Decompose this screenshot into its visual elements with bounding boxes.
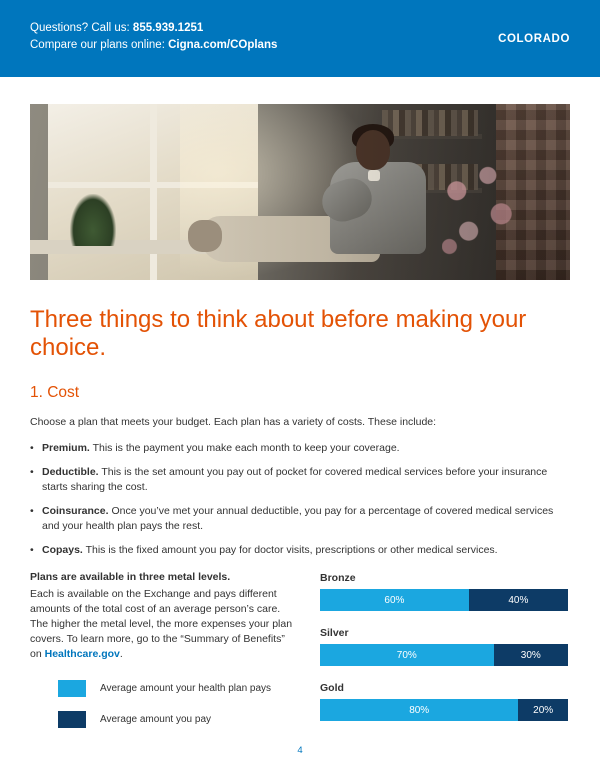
bar-bronze (320, 589, 568, 611)
legend-item-you-pay (30, 711, 298, 728)
list-item (30, 441, 570, 456)
legend-swatch-you-pay (58, 711, 86, 728)
header-contact (30, 20, 277, 54)
header-phone-number[interactable]: 855.939.1251 (132, 22, 204, 34)
bar-gold (320, 699, 568, 721)
bar-silver (320, 644, 568, 666)
bullet-body: Once you’ve met your annual deductible, you pay for a percentage of covered medical services and your health plan pays the rest. (42, 505, 554, 532)
metal-levels-body (30, 587, 298, 662)
section-intro: Choose a plan that meets your budget. Each plan has a variety of costs. These include: (30, 416, 437, 428)
bullet-term: Copays. (42, 544, 83, 556)
bullet-body: This is the payment you make each month to keep your coverage. (89, 442, 400, 454)
bullet-text (42, 465, 570, 495)
bullet-body: This is the fixed amount you pay for doctor visits, prescriptions or other medical services. (82, 544, 498, 556)
legend-label-you-pay: Average amount you pay (100, 714, 212, 725)
list-item (30, 543, 570, 558)
legend-swatch-plan-pays (58, 680, 86, 697)
metal-levels-bars (320, 570, 570, 742)
list-item (30, 504, 570, 534)
page-header (0, 0, 600, 77)
bullet-text (42, 504, 570, 534)
metal-block-bronze (320, 572, 570, 611)
header-web-link[interactable]: Cigna.com/COplans (168, 39, 278, 51)
bullet-dot-icon: • (30, 442, 34, 454)
bar-segment-plan-bronze: 60% (320, 589, 469, 611)
bullet-term: Coinsurance. (42, 505, 109, 517)
hero-vignette (30, 104, 570, 280)
metal-block-silver (320, 627, 570, 666)
bullet-text (42, 441, 570, 456)
header-state-label: COLORADO (498, 33, 570, 45)
header-web-line (30, 37, 277, 54)
page-title: Three things to think about before making your choice. (30, 306, 527, 361)
metal-label-silver: Silver (320, 627, 349, 639)
bullet-term: Deductible. (42, 466, 99, 478)
bar-segment-you-bronze: 40% (469, 589, 568, 611)
metal-label-bronze: Bronze (320, 572, 356, 584)
bullet-text (42, 543, 570, 558)
page-number: 4 (297, 745, 303, 756)
header-phone-prefix: Questions? Call us: (30, 22, 133, 34)
list-item (30, 465, 570, 495)
metal-block-gold (320, 682, 570, 721)
bullet-dot-icon: • (30, 466, 34, 478)
metal-levels-section (30, 570, 570, 742)
hero-photo (30, 104, 570, 280)
bar-segment-plan-silver: 70% (320, 644, 494, 666)
section-title-cost: 1. Cost (30, 384, 80, 401)
legend-item-plan-pays (30, 680, 298, 697)
metal-label-gold: Gold (320, 682, 344, 694)
bar-segment-you-silver: 30% (494, 644, 568, 666)
metal-levels-lead: Plans are available in three metal levels. (30, 571, 231, 583)
chart-legend (30, 680, 298, 728)
metal-levels-description (30, 570, 298, 742)
cost-bullet-list (30, 441, 570, 558)
bar-segment-you-gold: 20% (518, 699, 568, 721)
metal-levels-body-text: Each is available on the Exchange and pays different amounts of the total cost of an average person’s care. The higher the metal level, the more expenses your plan covers. To learn more, go to the “Summary of Benefits” on (30, 588, 293, 660)
header-phone-line (30, 20, 277, 37)
bullet-body: This is the set amount you pay out of pocket for covered medical services before your insurance starts sharing the cost. (42, 466, 548, 493)
metal-levels-body-tail: . (119, 648, 123, 660)
healthcare-gov-link[interactable]: Healthcare.gov (44, 648, 120, 660)
bullet-term: Premium. (42, 442, 90, 454)
bar-segment-plan-gold: 80% (320, 699, 518, 721)
header-web-prefix: Compare our plans online: (30, 39, 169, 51)
bullet-dot-icon: • (30, 505, 34, 517)
bullet-dot-icon: • (30, 544, 34, 556)
legend-label-plan-pays: Average amount your health plan pays (100, 683, 272, 694)
